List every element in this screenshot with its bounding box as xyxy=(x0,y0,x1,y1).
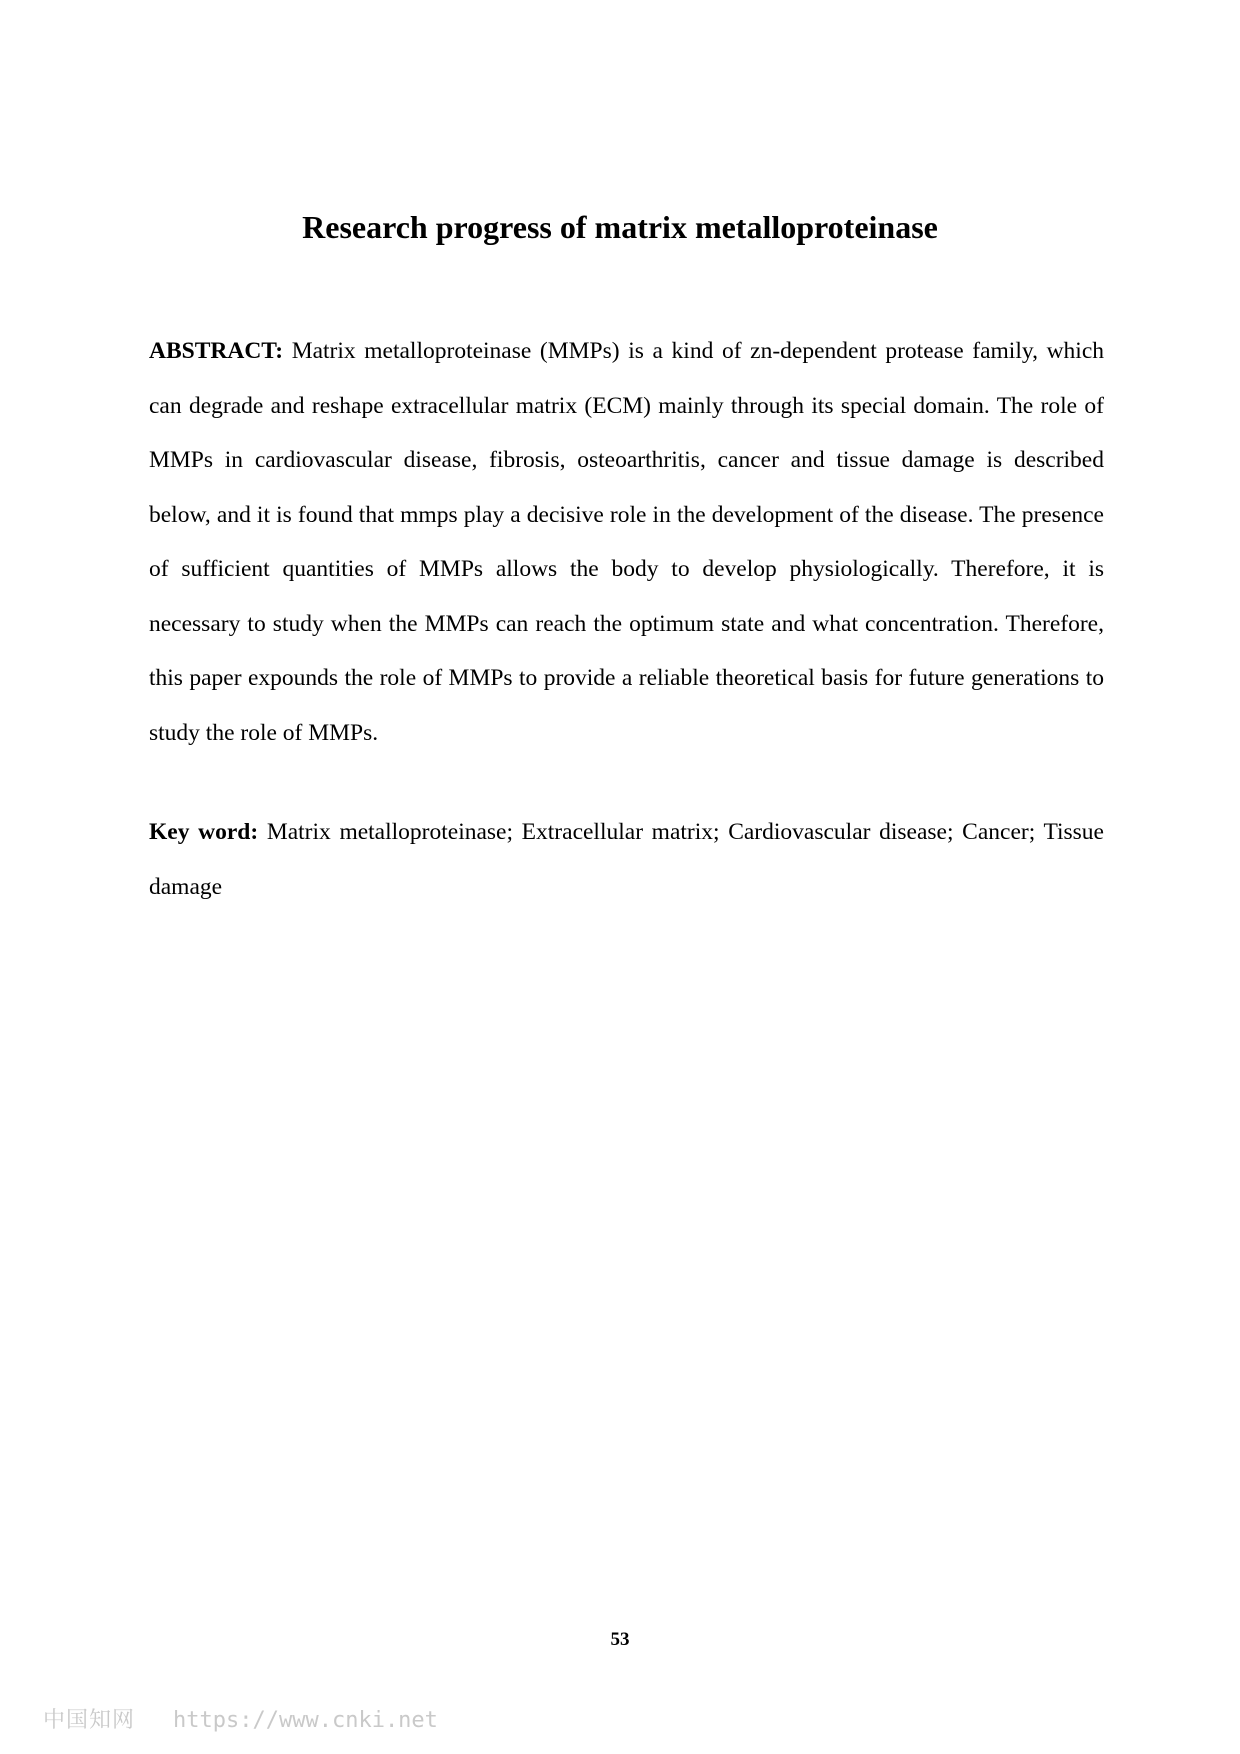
page-number: 53 xyxy=(610,1629,630,1650)
abstract-paragraph xyxy=(149,324,1104,760)
watermark-url: https://www.cnki.net xyxy=(173,1708,438,1733)
abstract-text: Matrix metalloproteinase (MMPs) is a kind of zn-dependent protease family, which can degrade and reshape extracellular matrix (ECM) mainly through its special domain. The role of MMPs in cardiovascular disease, fibrosis, osteoarthritis, cancer and tissue damage is described below, and it is found that mmps play a decisive role in the development of the disease. The presence of sufficient quantities of MMPs allows the body to develop physiologically. Therefore, it is necessary to study when the MMPs can reach the optimum state and what concentration. Therefore, this paper expounds the role of MMPs to provide a reliable theoretical basis for future generations to study the role of MMPs. xyxy=(149,338,1104,746)
keywords-paragraph xyxy=(149,805,1104,914)
paper-title: Research progress of matrix metalloproteinase xyxy=(302,209,938,245)
watermark-site-name: 中国知网 xyxy=(43,1708,136,1733)
keywords-label: Key word: xyxy=(149,819,259,845)
abstract-label: ABSTRACT: xyxy=(149,338,284,364)
cnki-watermark xyxy=(43,1706,438,1735)
keywords-text: Matrix metalloproteinase; Extracellular matrix; Cardiovascular disease; Cancer; Tissue damage xyxy=(149,819,1104,900)
